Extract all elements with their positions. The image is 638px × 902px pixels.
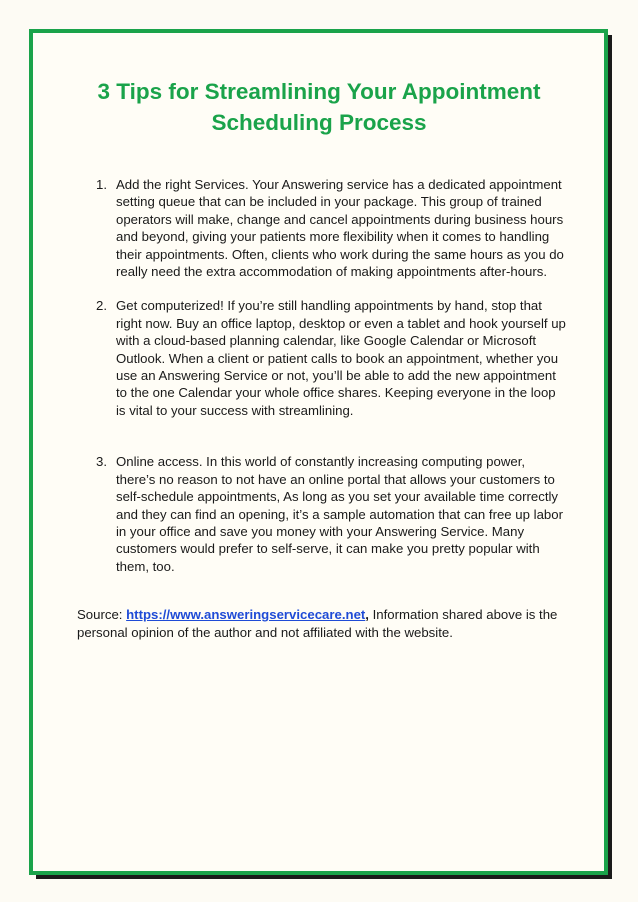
list-item xyxy=(92,453,568,575)
tips-list xyxy=(92,176,568,575)
list-item-text: Add the right Services. Your Answering service has a dedicated appointment setting queue that can be included in your package. This group of trained operators will make, change and cancel appointments during business hours and beyond, giving your patients more flexibility when it comes to handling their appointments. Often, clients who work during the same hours as you do really need the extra accommodation of making appointments after-hours. xyxy=(116,177,564,280)
list-item xyxy=(92,176,568,280)
list-item-number: 2. xyxy=(96,298,107,314)
list-item-number: 3. xyxy=(96,454,107,470)
list-item xyxy=(92,297,568,419)
source-paragraph xyxy=(77,606,577,641)
source-link[interactable]: https://www.answeringservicecare.net xyxy=(126,607,366,622)
source-note: Information shared above is the personal opinion of the author and not affiliated with the website. xyxy=(77,607,558,640)
list-item-text: Online access. In this world of constantly increasing computing power, there’s no reason to not have an online portal that allows your customers to self-schedule appointments, As long as you set your available time correctly and they can find an opening, it’s a sample automation that can free up labor in your office and save you money with your Answering Service. Many customers would prefer to self-serve, it can make you pretty popular with them, too. xyxy=(116,454,563,574)
list-item-text: Get computerized! If you’re still handling appointments by hand, stop that right now. Buy an office laptop, desktop or even a tablet and hook yourself up with a cloud-based planning calendar, like Google Calendar or Microsoft Outlook. When a client or patient calls to book an appointment, whether you use an Answering Service or not, you’ll be able to add the new appointment to the one Calendar your whole office shares. Keeping everyone in the loop is vital to your success with streamlining. xyxy=(116,298,566,418)
source-label: Source: xyxy=(77,607,127,622)
page-title: 3 Tips for Streamlining Your Appointment Scheduling Process xyxy=(97,79,541,135)
source-comma: , xyxy=(365,607,369,622)
list-item-number: 1. xyxy=(96,177,107,192)
